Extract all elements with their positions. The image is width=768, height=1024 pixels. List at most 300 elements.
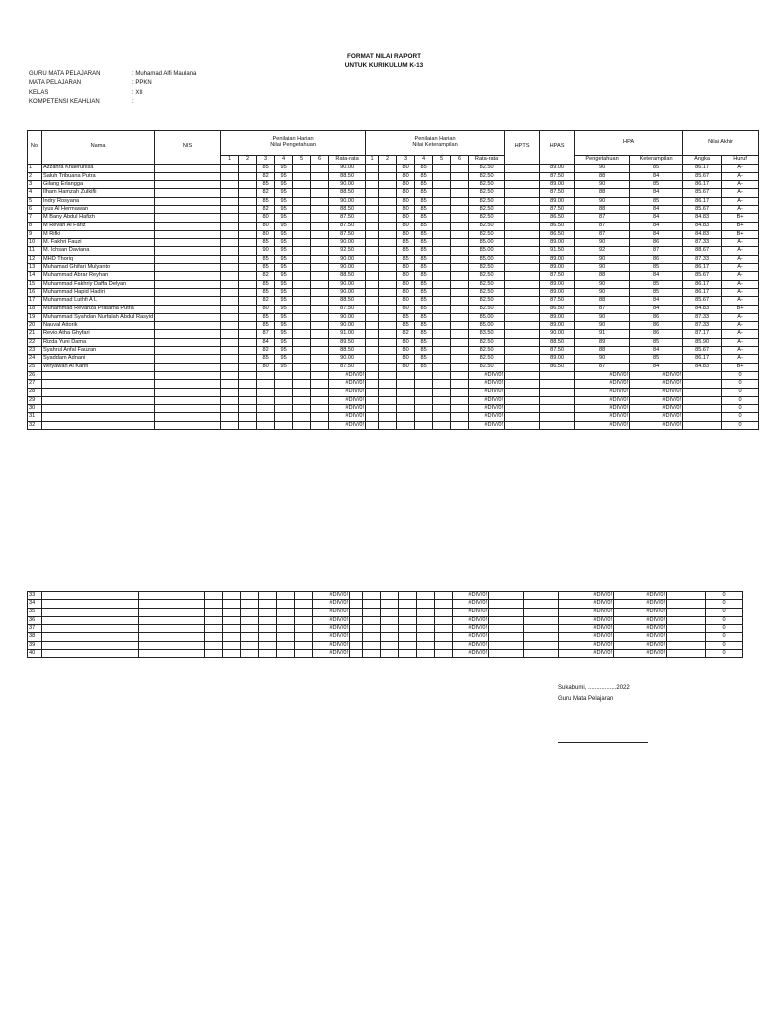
cell-hpa-pengetahuan: 90 <box>575 181 630 189</box>
cell-keterampilan: 80 <box>397 305 415 313</box>
cell-nama: Rizda Yuni Dama <box>42 338 155 346</box>
cell-keterampilan <box>433 371 451 379</box>
table-row <box>28 222 759 230</box>
cell-hpts <box>505 347 540 355</box>
cell-huruf: 0 <box>706 616 743 624</box>
cell-no: 36 <box>28 616 42 624</box>
cell-keterampilan <box>366 255 379 263</box>
cell-pengetahuan <box>277 608 295 616</box>
cell-huruf: 0 <box>722 413 759 421</box>
subheader-num: 2 <box>379 156 397 165</box>
cell-nama: MHD Thoriq <box>42 255 155 263</box>
cell-no: 5 <box>28 197 42 205</box>
cell-nis <box>155 172 221 180</box>
cell-keterampilan: 85 <box>415 313 433 321</box>
table-row-empty <box>28 633 743 641</box>
cell-no: 18 <box>28 305 42 313</box>
cell-keterampilan <box>381 633 399 641</box>
cell-pengetahuan <box>293 205 311 213</box>
cell-angka: 88.67 <box>683 247 722 255</box>
cell-keterampilan <box>435 625 453 633</box>
cell-pengetahuan <box>239 405 257 413</box>
cell-pengetahuan <box>241 641 259 649</box>
cell-pengetahuan <box>221 247 239 255</box>
cell-pengetahuan <box>311 363 329 371</box>
cell-hpa-pengetahuan: 89 <box>575 338 630 346</box>
cell-pengetahuan <box>221 214 239 222</box>
cell-hpa-keterampilan: 86 <box>630 239 683 247</box>
cell-nama: Muhammad Syahdan Nurfalah Abdul Rasyid <box>43 313 154 320</box>
cell-nama: Azzahra Khaerunisa <box>42 164 155 172</box>
cell-hpts <box>505 164 540 172</box>
cell-pengetahuan <box>205 633 223 641</box>
cell-pengetahuan <box>311 164 329 172</box>
cell-nis <box>155 338 221 346</box>
cell-hpa-pengetahuan: #DIV/0! <box>559 650 614 658</box>
cell-keterampilan <box>379 264 397 272</box>
cell-hpa-keterampilan: #DIV/0! <box>630 380 683 388</box>
cell-angka <box>683 405 722 413</box>
cell-hpts <box>505 380 540 388</box>
cell-keterampilan <box>379 347 397 355</box>
cell-pengetahuan <box>259 650 277 658</box>
cell-pengetahuan-rata: #DIV/0! <box>329 421 366 429</box>
cell-hpa-pengetahuan: 87 <box>575 214 630 222</box>
cell-pengetahuan: 82 <box>257 172 275 180</box>
cell-hpas: 86.50 <box>540 222 575 230</box>
table-row-empty <box>28 380 759 388</box>
cell-pengetahuan <box>311 214 329 222</box>
cell-keterampilan <box>451 421 469 429</box>
cell-keterampilan <box>451 338 469 346</box>
cell-pengetahuan-rata: 90.00 <box>329 355 366 363</box>
cell-pengetahuan <box>221 338 239 346</box>
cell-angka <box>667 625 706 633</box>
cell-angka: 84.83 <box>683 230 722 238</box>
cell-pengetahuan <box>241 600 259 608</box>
cell-hpts <box>505 355 540 363</box>
cell-angka <box>683 371 722 379</box>
cell-hpa-keterampilan: #DIV/0! <box>630 396 683 404</box>
cell-hpa-keterampilan: #DIV/0! <box>614 633 667 641</box>
cell-no: 30 <box>28 405 42 413</box>
cell-pengetahuan <box>277 592 295 600</box>
cell-hpa-pengetahuan: 88 <box>575 347 630 355</box>
header-hpa: HPA <box>575 131 683 156</box>
cell-hpas <box>540 388 575 396</box>
cell-keterampilan <box>366 413 379 421</box>
cell-keterampilan-rata: 85.00 <box>469 322 505 330</box>
cell-angka: 85.67 <box>683 189 722 197</box>
cell-keterampilan-rata: 82.50 <box>469 197 505 205</box>
cell-pengetahuan-rata: 91.00 <box>329 330 366 338</box>
cell-keterampilan <box>363 600 381 608</box>
cell-pengetahuan <box>205 600 223 608</box>
cell-pengetahuan <box>239 230 257 238</box>
cell-pengetahuan <box>221 205 239 213</box>
cell-keterampilan <box>415 421 433 429</box>
cell-pengetahuan <box>295 625 313 633</box>
cell-hpts <box>505 305 540 313</box>
cell-keterampilan <box>366 164 379 172</box>
cell-pengetahuan <box>311 255 329 263</box>
cell-pengetahuan: 95 <box>275 297 293 305</box>
cell-pengetahuan <box>293 297 311 305</box>
cell-keterampilan <box>451 288 469 296</box>
cell-pengetahuan: 95 <box>275 355 293 363</box>
cell-pengetahuan <box>293 181 311 189</box>
cell-keterampilan <box>415 388 433 396</box>
cell-keterampilan-rata: 82.50 <box>469 347 505 355</box>
cell-pengetahuan: 95 <box>275 305 293 313</box>
cell-hpas <box>524 650 559 658</box>
cell-keterampilan <box>399 641 417 649</box>
cell-angka: 87.33 <box>683 322 722 330</box>
cell-keterampilan <box>397 388 415 396</box>
cell-keterampilan-rata: #DIV/0! <box>453 616 489 624</box>
header-nama: Nama <box>42 131 155 165</box>
cell-keterampilan: 85 <box>397 255 415 263</box>
cell-angka: 86.17 <box>683 197 722 205</box>
cell-pengetahuan <box>223 641 241 649</box>
cell-no: 11 <box>28 247 42 255</box>
cell-pengetahuan: 95 <box>275 239 293 247</box>
cell-keterampilan <box>451 264 469 272</box>
cell-hpas <box>524 608 559 616</box>
cell-pengetahuan <box>275 388 293 396</box>
cell-nis <box>155 239 221 247</box>
cell-pengetahuan: 85 <box>257 264 275 272</box>
cell-no: 16 <box>28 288 42 296</box>
cell-hpts <box>505 363 540 371</box>
cell-hpa-pengetahuan: 90 <box>575 322 630 330</box>
cell-hpts <box>489 592 524 600</box>
cell-no: 37 <box>28 625 42 633</box>
cell-nis <box>155 247 221 255</box>
cell-keterampilan <box>433 230 451 238</box>
cell-nis <box>155 330 221 338</box>
cell-angka: 84.83 <box>683 214 722 222</box>
grade-table-body <box>28 164 759 430</box>
info-label: KELAS <box>29 89 49 96</box>
cell-pengetahuan <box>239 413 257 421</box>
cell-hpa-pengetahuan: #DIV/0! <box>559 592 614 600</box>
cell-hpts <box>505 313 540 321</box>
cell-pengetahuan <box>311 322 329 330</box>
cell-keterampilan-rata: #DIV/0! <box>469 396 505 404</box>
cell-keterampilan <box>451 280 469 288</box>
cell-keterampilan <box>417 608 435 616</box>
cell-pengetahuan <box>221 272 239 280</box>
cell-nama <box>42 396 155 404</box>
cell-pengetahuan <box>277 625 295 633</box>
cell-pengetahuan <box>205 625 223 633</box>
cell-keterampilan: 80 <box>397 288 415 296</box>
cell-nama: Wiryawan Al Kahfi <box>42 363 155 371</box>
cell-hpa-keterampilan: 85 <box>630 280 683 288</box>
cell-pengetahuan <box>239 347 257 355</box>
cell-keterampilan <box>435 616 453 624</box>
cell-keterampilan <box>451 205 469 213</box>
cell-hpa-keterampilan: 84 <box>630 205 683 213</box>
cell-keterampilan <box>435 608 453 616</box>
cell-keterampilan: 85 <box>415 189 433 197</box>
cell-nama <box>42 608 139 616</box>
cell-pengetahuan-rata: 87.50 <box>329 363 366 371</box>
cell-nama: M Revan Al Fariz <box>42 222 155 230</box>
cell-keterampilan <box>451 255 469 263</box>
table-row <box>28 322 759 330</box>
cell-hpa-keterampilan: 84 <box>630 363 683 371</box>
cell-pengetahuan <box>311 338 329 346</box>
cell-pengetahuan <box>293 222 311 230</box>
cell-hpa-keterampilan: #DIV/0! <box>614 650 667 658</box>
info-label: MATA PELAJARAN <box>29 80 82 87</box>
cell-hpa-pengetahuan: #DIV/0! <box>575 371 630 379</box>
cell-keterampilan <box>433 380 451 388</box>
cell-pengetahuan: 95 <box>275 222 293 230</box>
cell-hpas: 87.50 <box>540 172 575 180</box>
cell-hpa-keterampilan: 84 <box>630 305 683 313</box>
cell-hpa-keterampilan: #DIV/0! <box>614 592 667 600</box>
cell-hpts <box>505 255 540 263</box>
cell-pengetahuan <box>221 371 239 379</box>
cell-pengetahuan-rata: #DIV/0! <box>313 592 350 600</box>
cell-keterampilan <box>363 625 381 633</box>
cell-pengetahuan-rata: 90.00 <box>329 322 366 330</box>
cell-keterampilan-rata: #DIV/0! <box>453 650 489 658</box>
cell-keterampilan <box>366 189 379 197</box>
cell-hpas: 86.50 <box>540 305 575 313</box>
cell-huruf: 0 <box>706 592 743 600</box>
cell-hpas <box>540 405 575 413</box>
cell-pengetahuan <box>241 616 259 624</box>
cell-huruf: A- <box>722 197 759 205</box>
cell-pengetahuan <box>239 189 257 197</box>
cell-keterampilan <box>366 205 379 213</box>
cell-pengetahuan <box>311 380 329 388</box>
cell-hpa-keterampilan: 85 <box>630 288 683 296</box>
table-row <box>28 297 759 305</box>
subheader-rata: Rata-rata <box>469 156 505 165</box>
cell-keterampilan: 80 <box>397 297 415 305</box>
cell-pengetahuan <box>205 608 223 616</box>
cell-angka: 86.17 <box>683 264 722 272</box>
cell-hpas: 89.00 <box>540 264 575 272</box>
cell-keterampilan: 85 <box>415 330 433 338</box>
cell-huruf: A- <box>722 338 759 346</box>
cell-keterampilan <box>451 405 469 413</box>
cell-keterampilan <box>381 616 399 624</box>
cell-pengetahuan <box>221 396 239 404</box>
cell-keterampilan <box>417 633 435 641</box>
cell-nama <box>42 592 139 600</box>
cell-huruf: A- <box>722 189 759 197</box>
cell-nama <box>42 421 155 429</box>
cell-pengetahuan <box>295 633 313 641</box>
cell-hpa-pengetahuan: 88 <box>575 189 630 197</box>
cell-angka <box>683 380 722 388</box>
cell-pengetahuan: 95 <box>275 214 293 222</box>
cell-keterampilan: 85 <box>397 239 415 247</box>
cell-keterampilan <box>350 616 363 624</box>
cell-keterampilan <box>379 164 397 172</box>
cell-keterampilan: 85 <box>415 322 433 330</box>
header-nilai-akhir: Nilai Akhir <box>683 131 759 156</box>
cell-nis <box>139 616 205 624</box>
cell-nis <box>139 592 205 600</box>
subheader-num: 5 <box>433 156 451 165</box>
cell-hpas <box>524 616 559 624</box>
cell-pengetahuan <box>311 239 329 247</box>
cell-pengetahuan <box>293 363 311 371</box>
cell-keterampilan <box>397 380 415 388</box>
cell-hpts <box>489 641 524 649</box>
cell-keterampilan <box>451 164 469 172</box>
cell-keterampilan <box>433 355 451 363</box>
cell-nis <box>139 600 205 608</box>
cell-pengetahuan-rata: #DIV/0! <box>313 650 350 658</box>
cell-nis <box>155 405 221 413</box>
cell-pengetahuan <box>239 371 257 379</box>
cell-keterampilan <box>451 347 469 355</box>
table-row-empty <box>28 388 759 396</box>
cell-keterampilan-rata: #DIV/0! <box>453 641 489 649</box>
cell-huruf: 0 <box>706 600 743 608</box>
cell-keterampilan <box>451 197 469 205</box>
cell-keterampilan <box>366 330 379 338</box>
cell-hpa-pengetahuan: 87 <box>575 363 630 371</box>
cell-hpa-pengetahuan: #DIV/0! <box>559 616 614 624</box>
cell-keterampilan <box>366 405 379 413</box>
cell-keterampilan: 80 <box>397 338 415 346</box>
cell-hpts <box>505 297 540 305</box>
cell-hpa-keterampilan: 86 <box>630 313 683 321</box>
cell-hpas: 89.00 <box>540 355 575 363</box>
cell-pengetahuan <box>293 371 311 379</box>
cell-keterampilan <box>379 355 397 363</box>
cell-huruf: B+ <box>722 363 759 371</box>
cell-keterampilan <box>379 280 397 288</box>
cell-keterampilan: 80 <box>397 214 415 222</box>
cell-no: 33 <box>28 592 42 600</box>
cell-angka: 86.17 <box>683 288 722 296</box>
cell-keterampilan <box>379 255 397 263</box>
cell-pengetahuan <box>221 164 239 172</box>
page-subtitle: UNTUK KURIKULUM K-13 <box>344 62 424 69</box>
info-value: : <box>132 98 134 105</box>
cell-pengetahuan: 82 <box>257 347 275 355</box>
cell-nama: Syahrul Anfal Fauzan <box>42 347 155 355</box>
cell-hpa-pengetahuan: 90 <box>575 313 630 321</box>
table-row-empty <box>28 396 759 404</box>
cell-nama <box>42 641 139 649</box>
info-row <box>29 89 196 98</box>
cell-pengetahuan <box>311 222 329 230</box>
cell-pengetahuan <box>311 330 329 338</box>
cell-keterampilan: 85 <box>415 338 433 346</box>
cell-keterampilan <box>366 222 379 230</box>
cell-keterampilan-rata: #DIV/0! <box>453 633 489 641</box>
table-row <box>28 172 759 180</box>
cell-hpas: 87.50 <box>540 297 575 305</box>
cell-keterampilan: 85 <box>415 230 433 238</box>
cell-pengetahuan <box>241 592 259 600</box>
cell-keterampilan <box>433 197 451 205</box>
cell-keterampilan: 85 <box>415 305 433 313</box>
cell-hpts <box>505 189 540 197</box>
cell-angka: 86.17 <box>683 181 722 189</box>
cell-hpa-pengetahuan: 88 <box>575 272 630 280</box>
cell-pengetahuan <box>257 388 275 396</box>
cell-keterampilan <box>366 280 379 288</box>
cell-hpts <box>505 205 540 213</box>
cell-no: 27 <box>28 380 42 388</box>
table-row <box>28 338 759 346</box>
table-row <box>28 255 759 263</box>
cell-keterampilan <box>451 388 469 396</box>
cell-hpts <box>505 197 540 205</box>
subheader-num: 4 <box>275 156 293 165</box>
cell-keterampilan <box>417 625 435 633</box>
cell-hpts <box>505 330 540 338</box>
cell-pengetahuan <box>293 247 311 255</box>
cell-nama: Ilham Hamzah Zulkifli <box>42 189 155 197</box>
cell-hpa-pengetahuan: #DIV/0! <box>575 405 630 413</box>
cell-angka <box>683 396 722 404</box>
cell-nis <box>155 396 221 404</box>
cell-hpts <box>489 600 524 608</box>
cell-no: 24 <box>28 355 42 363</box>
cell-pengetahuan <box>257 413 275 421</box>
cell-hpas <box>540 413 575 421</box>
grade-table-continued <box>27 591 743 658</box>
cell-pengetahuan <box>293 280 311 288</box>
cell-pengetahuan <box>293 405 311 413</box>
cell-hpa-keterampilan: 85 <box>630 181 683 189</box>
cell-hpa-pengetahuan: 90 <box>575 355 630 363</box>
table-row-empty <box>28 650 743 658</box>
cell-pengetahuan-rata: 88.50 <box>329 205 366 213</box>
info-row <box>29 98 196 107</box>
cell-pengetahuan: 95 <box>275 288 293 296</box>
cell-nis <box>155 197 221 205</box>
cell-pengetahuan <box>221 189 239 197</box>
cell-nis <box>155 280 221 288</box>
cell-keterampilan <box>399 650 417 658</box>
cell-keterampilan-rata: 82.50 <box>469 181 505 189</box>
cell-keterampilan: 80 <box>397 181 415 189</box>
cell-keterampilan-rata: 82.50 <box>469 288 505 296</box>
cell-keterampilan <box>451 239 469 247</box>
cell-hpas <box>540 380 575 388</box>
cell-keterampilan <box>415 380 433 388</box>
cell-hpa-pengetahuan: #DIV/0! <box>575 396 630 404</box>
cell-no: 9 <box>28 230 42 238</box>
cell-pengetahuan <box>277 616 295 624</box>
cell-pengetahuan <box>293 255 311 263</box>
cell-huruf: 0 <box>706 633 743 641</box>
cell-keterampilan <box>451 413 469 421</box>
cell-keterampilan <box>399 625 417 633</box>
cell-no: 8 <box>28 222 42 230</box>
cell-keterampilan-rata: 82.50 <box>469 272 505 280</box>
cell-nama <box>42 650 139 658</box>
cell-keterampilan <box>451 222 469 230</box>
cell-pengetahuan <box>221 181 239 189</box>
cell-nama <box>42 633 139 641</box>
cell-huruf: A- <box>722 264 759 272</box>
